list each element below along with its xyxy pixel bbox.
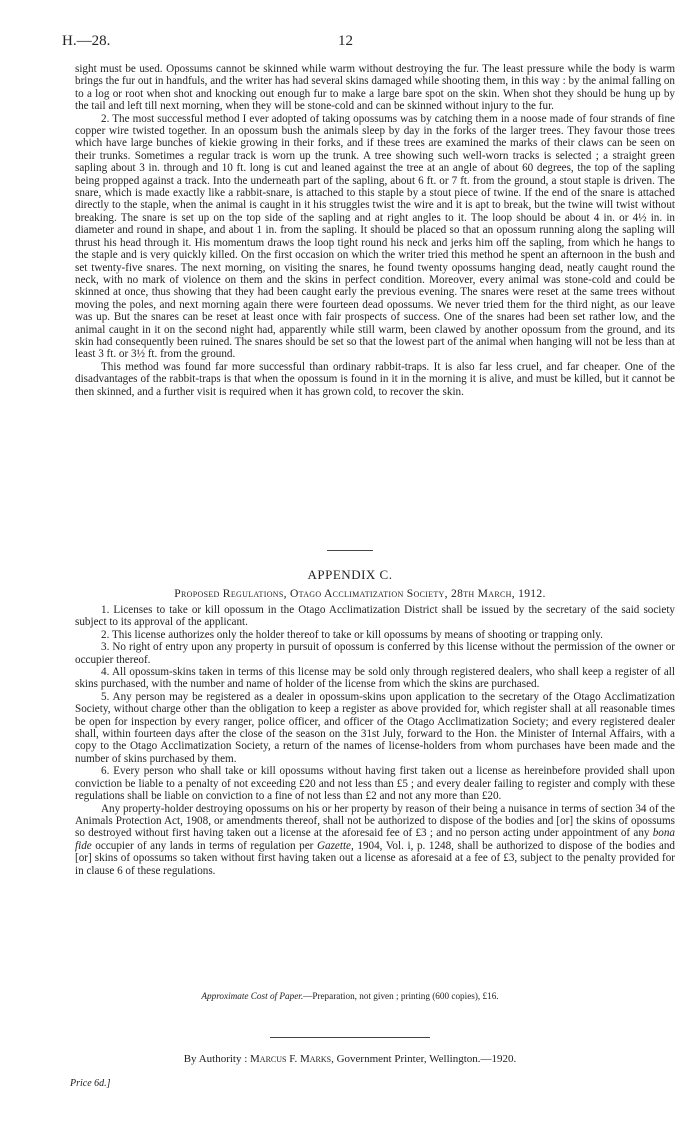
regulation-clause: 6. Every person who shall take or kill opossums without having first taken out a license as hereinbefore provided shall upon conviction be liable to a penalty of not exceeding £20 and not less than £5 ; and every dealer failing to register and comply with these regulations shall be liable on conviction to a fine of not less than £2 and not any more than £20.: [75, 765, 675, 803]
appendix-title: APPENDIX C.: [307, 567, 393, 582]
regulation-clause: 1. Licenses to take or kill opossum in the Otago Acclimatization District shall be issued by the secretary of the said society subject to its approval of the applicant.: [75, 604, 675, 629]
regulation-clause: 3. No right of entry upon any property in pursuit of opossum is conferred by this license without the permission of the owner or occupier thereof.: [75, 641, 675, 666]
paragraph-continued: sight must be used. Opossums cannot be skinned while warm without destroying the fur. The least pressure while the body is warm brings the fur out in handfuls, and the writer has had several skins damaged while shooting them, in this way : by the animal falling on to a log or root when shot and knocking out enough fur to make a large bare spot on the skin. When shot they should be hung up by the tail and left till next morning, when they will be stone-cold and can be skinned without injury to the fur.: [75, 63, 675, 113]
regulation-clause: 5. Any person may be registered as a dealer in opossum-skins upon application to the secretary of the Otago Acclimatization Society, without charge other than the obligation to keep a register as above provided for, which register shall at all reasonable times be open for inspection by every ranger, police officer, and officer of the Otago Acclimatization Society; and every registered dealer shall, within fourteen days after the close of the season on the 31st July, forward to the Hon. the Minister of Internal Affairs, with a copy to the Otago Acclimatization Society, a return of the names of license-holders from whom purchases have been made and the number of skins purchased by them.: [75, 690, 675, 765]
paragraph-comparison: This method was found far more successful than ordinary rabbit-traps. It is also far less cruel, and far cheaper. One of the disadvantages of the rabbit-traps is that when the opossum is found in it in the morning it is alive, and must be killed, but it cannot be then skinned, and a further visit is required when it has grown cold, to recover the skin.: [75, 360, 675, 398]
regulation-clause: 2. This license authorizes only the holder thereof to take or kill opossums by means of shooting or trapping only.: [101, 628, 603, 641]
appendix-subtitle: Proposed Regulations, Otago Acclimatization Society, 28th March, 1912.: [174, 587, 546, 600]
footer-divider: [270, 1037, 430, 1038]
document-code: H.—28.: [62, 33, 111, 49]
page-number: 12: [338, 33, 353, 49]
section-divider: [327, 550, 373, 551]
regulation-clause: 4. All opossum-skins taken in terms of this license may be sold only through registered dealers, who shall keep a register of all skins purchased, with the number and name of holder of the license from which the skins are purchased.: [75, 666, 675, 691]
regulations-list: [75, 604, 675, 877]
price-note: Price 6d.]: [70, 1078, 111, 1089]
opossum-method-text: [75, 63, 675, 398]
paragraph-snare-method: 2. The most successful method I ever adopted of taking opossums was by catching them in a noose made of four strands of fine copper wire twisted together. In an opossum bush the animals sleep by day in the forks of the larger trees. They favour those trees which have large bunches of kiekie growing in their forks, and if these trees are examined the marks of their claws can be seen on their trunks. Sometimes a regular track is worn up the trunk. A tree showing such well-worn tracks is selected ; a straight green sapling about 3 in. through and 10 ft. long is cut and leaned against the tree at an angle of about 60 degrees, the top of the sapling being propped against a track. Into the underneath part of the sapling, about 6 ft. or 7 ft. from the ground, a stout staple is driven. The snare, which is made exactly like a rabbit-snare, is attached to this staple by a stout piece of twine. If the end of the snare is attached directly to the staple, when the animal is caught in it his struggles twist the wire and it is apt to break, but the twine will twist without breaking. The snare is set up on the top side of the sapling and at right angles to it. The loop should be about 4 in. or 4½ in. in diameter and round in shape, and about 1 in. from the sapling. It should be placed so that an opossum running along the sapling will thrust his head through it. His momentum draws the loop tight round his neck and jerks him off the sapling, from which he hangs to the staple and is very quickly killed. On the first occasion on which the writer tried this method he spent an afternoon in the bush and set twenty-five snares. The next morning, on visiting the snares, he found twenty opossums hanging dead, neatly caught round the neck, with no mark of violence on them and the skins in perfect condition. Moreover, every animal was stone-cold and could be skinned at once, thus showing that they had been caught early the previous evening. The snares were reset at the same trees without moving the poles, and next morning again there were fourteen dead opossums. We never tried them for the third night, as our leave was up. But the snares can be reset at least once with fair prospects of success. One of the snares had been set rather low, and the animal caught in it on the second night had, apparently while still warm, been clawed by another opossum from the ground, and its skin had consequently been ruined. The snares should be set so that the lowest part of the animal when hanging will not be less than at least 3 ft. or 3½ ft. from the ground.: [75, 112, 675, 361]
cost-of-paper-note: Approximate Cost of Paper.—Preparation, not given ; printing (600 copies), £16.: [201, 991, 499, 1001]
regulation-clause-property-holder: Any property-holder destroying opossums on his or her property by reason of their being a nuisance in terms of section 34 of the Animals Protection Act, 1908, or amendments thereof, shall not be authorized to dispose of the bodies and [or] the skins of opossums so destroyed without first having taken out a license at the aforesaid fee of £3 ; and no person acting under appointment of any bona fide occupier of any lands in terms of regulation per Gazette, 1904, Vol. i, p. 1248, shall be authorized to dispose of the bodies and [or] skins of opossums so taken without first having taken out a license as aforesaid at a fee of £3, subject to the penalty provided for in clause 6 of these regulations.: [75, 802, 675, 877]
printer-authority-line: By Authority : Marcus F. Marks, Government Printer, Wellington.—1920.: [183, 1053, 517, 1065]
